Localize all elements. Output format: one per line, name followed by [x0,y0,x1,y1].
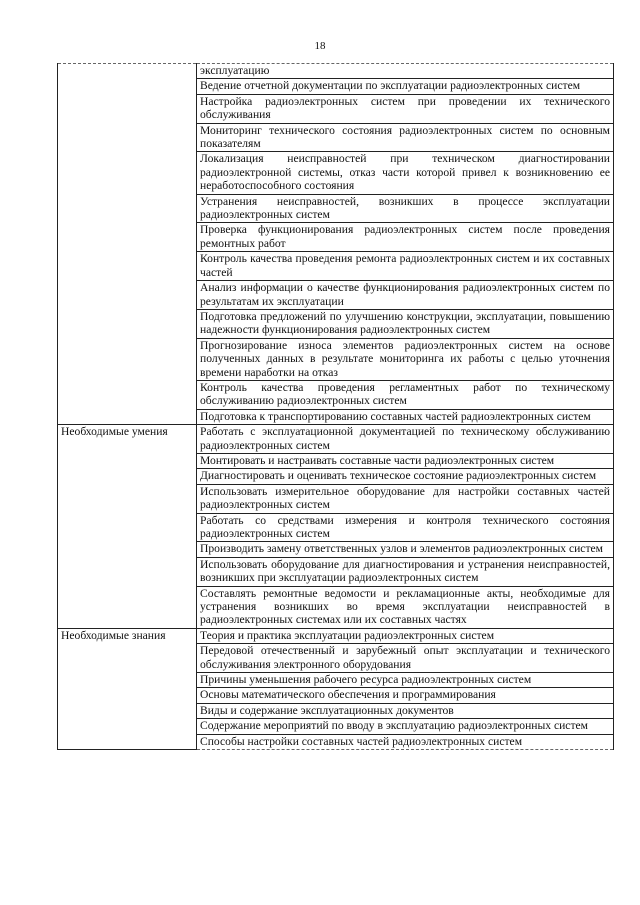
requirement-item: Способы настройки составных частей радиоэлектронных систем [197,734,614,749]
requirement-item: Составлять ремонтные ведомости и рекламационные акты, необходимые для устранения возникших во время эксплуатации неисправностей в радиоэлектронных системах или их составных частях [197,586,614,628]
requirement-item: Ведение отчетной документации по эксплуатации радиоэлектронных систем [197,79,614,94]
requirement-item: Мониторинг технического состояния радиоэлектронных систем по основным показателям [197,123,614,152]
requirements-table [57,63,614,750]
page-number: 18 [314,40,326,52]
requirement-item: Основы математического обеспечения и программирования [197,688,614,703]
requirement-item: Монтировать и настраивать составные части радиоэлектронных систем [197,453,614,468]
requirement-item: Причины уменьшения рабочего ресурса радиоэлектронных систем [197,673,614,688]
requirement-item: Использовать измерительное оборудование для настройки составных частей радиоэлектронных систем [197,484,614,513]
requirement-item: Устранения неисправностей, возникших в процессе эксплуатации радиоэлектронных систем [197,194,614,223]
requirement-item: Диагностировать и оценивать техническое состояние радиоэлектронных систем [197,469,614,484]
requirement-item: Работать с эксплуатационной документацией по техническому обслуживанию радиоэлектронных систем [197,425,614,454]
requirement-item: Проверка функционирования радиоэлектронных систем после проведения ремонтных работ [197,223,614,252]
requirement-item: Производить замену ответственных узлов и элементов радиоэлектронных систем [197,542,614,557]
requirement-item: Теория и практика эксплуатации радиоэлектронных систем [197,628,614,643]
table-row [58,628,614,643]
requirement-item: Подготовка предложений по улучшению конструкции, эксплуатации, повышению надежности функционирования радиоэлектронных систем [197,309,614,338]
requirement-item: Использовать оборудование для диагностирования и устранения неисправностей, возникших при эксплуатации радиоэлектронных систем [197,557,614,586]
table-row [58,425,614,454]
requirement-item: Содержание мероприятий по вводу в эксплуатацию радиоэлектронных систем [197,719,614,734]
requirement-item: Локализация неисправностей при техническом диагностировании радиоэлектронной системы, отказ части которой привел к возникновению ее неработоспособного состояния [197,152,614,194]
category-label [58,64,197,425]
requirement-item: эксплуатацию [197,64,614,79]
requirement-item: Виды и содержание эксплуатационных документов [197,703,614,718]
requirement-item: Передовой отечественный и зарубежный опыт эксплуатации и технического обслуживания электронного оборудования [197,644,614,673]
requirements-table-body [58,64,614,750]
category-label: Необходимые знания [58,628,197,749]
requirement-item: Прогнозирование износа элементов радиоэлектронных систем на основе полученных данных в результате мониторинга их работы с целью уточнения времени наработки на отказ [197,338,614,380]
requirement-item: Контроль качества проведения регламентных работ по техническому обслуживанию радиоэлектронных систем [197,380,614,409]
requirement-item: Подготовка к транспортированию составных частей радиоэлектронных систем [197,409,614,424]
category-label: Необходимые умения [58,425,197,629]
requirement-item: Работать со средствами измерения и контроля технического состояния радиоэлектронных систем [197,513,614,542]
requirement-item: Анализ информации о качестве функционирования радиоэлектронных систем по результатам их эксплуатации [197,281,614,310]
requirement-item: Контроль качества проведения ремонта радиоэлектронных систем и их составных частей [197,252,614,281]
requirement-item: Настройка радиоэлектронных систем при проведении их технического обслуживания [197,94,614,123]
table-row [58,64,614,79]
